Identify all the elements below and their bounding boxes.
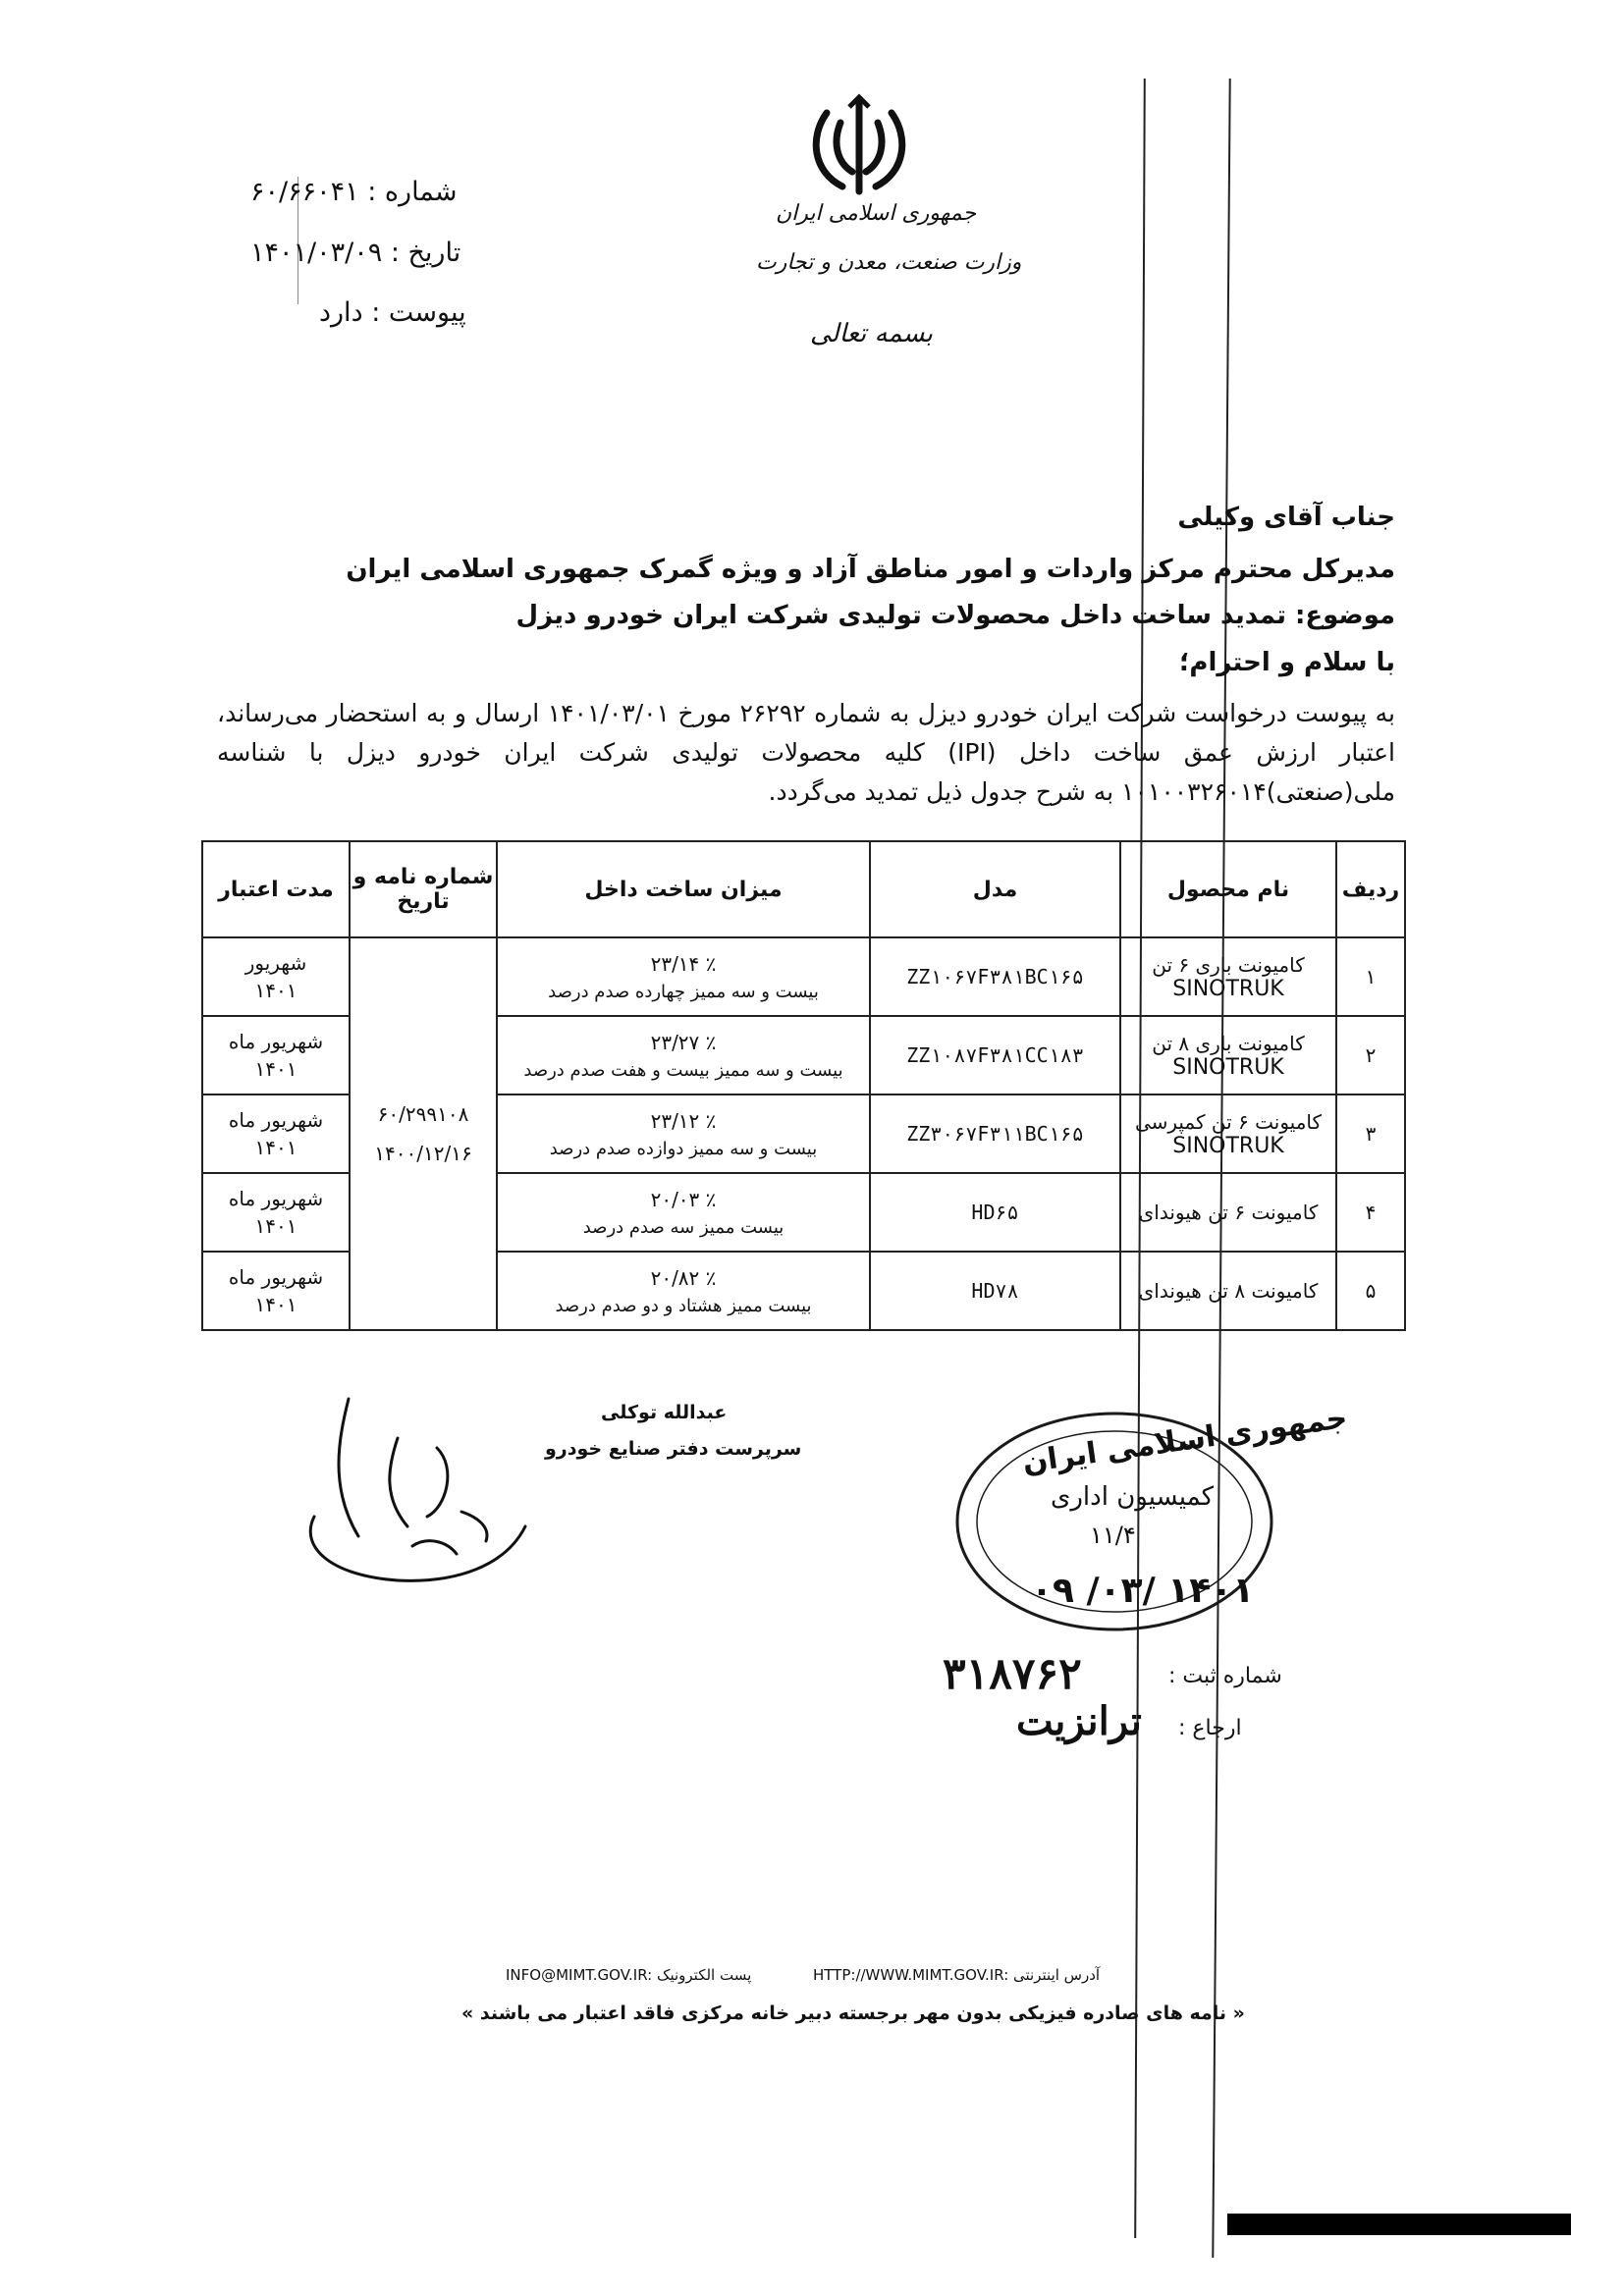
cell-ipi: ٪ ۲۰/۰۳ بیست ممیز سه صدم درصد <box>497 1173 870 1252</box>
table-row <box>202 937 1405 1016</box>
greeting: با سلام و احترام؛ <box>1178 648 1395 677</box>
letter-attachment: پیوست : دارد <box>319 297 466 328</box>
cell-product: کامیونت ۶ تن کمپرسی SINOTRUK <box>1120 1095 1336 1173</box>
col-header-validity: مدت اعتبار <box>202 841 350 937</box>
cell-product: کامیونت باری ۶ تن SINOTRUK <box>1120 937 1336 1016</box>
col-header-model: مدل <box>870 841 1120 937</box>
referral-label: ارجاع : <box>1178 1716 1242 1740</box>
products-table <box>201 840 1406 1331</box>
footer-website: HTTP://WWW.MIMT.GOV.IR: آدرس اینترنتی <box>813 1966 1101 1984</box>
cell-row: ۲ <box>1336 1016 1405 1095</box>
footer-email: INFO@MIMT.GOV.IR: پست الکترونیک <box>506 1966 752 1984</box>
cell-model: ZZ۳۰۶۷F۳۱۱BC۱۶۵ <box>870 1095 1120 1173</box>
table-header-row <box>202 841 1405 937</box>
cell-ipi: ٪ ۲۳/۱۲ بیست و سه ممیز دوازده صدم درصد <box>497 1095 870 1173</box>
signatory-name: عبدالله توکلی <box>601 1402 728 1423</box>
emblem-icon <box>805 93 913 201</box>
letterhead-country: جمهوری اسلامی ایران <box>776 201 977 226</box>
cell-row: ۵ <box>1336 1252 1405 1330</box>
addressee-title: مدیرکل محترم مرکز واردات و امور مناطق آزاد و ویژه گمرک جمهوری اسلامی ایران <box>346 555 1395 584</box>
cell-model: HD۷۸ <box>870 1252 1120 1330</box>
cell-ipi: ٪ ۲۰/۸۲ بیست ممیز هشتاد و دو صدم درصد <box>497 1252 870 1330</box>
stamp-code: ۱۱/۴ <box>1090 1522 1136 1549</box>
letter-date: تاریخ : ۱۴۰۱/۰۳/۰۹ <box>250 238 461 268</box>
body-paragraph: به پیوست درخواست شرکت ایران خودرو دیزل به شماره ۲۶۲۹۲ مورخ ۱۴۰۱/۰۳/۰۱ ارسال و به استحضار می‌رساند، اعتبار ارزش عمق ساخت داخل (IPI) کلیه محصولات تولیدی شرکت ایران خودرو دیزل با شناسه ملی(صنعتی)۱۰۱۰۰۳۲۶۰۱۴ به شرح جدول ذیل تمدید می‌گردد. <box>217 699 1396 806</box>
letterhead-basmala: بسمه تعالی <box>810 319 933 348</box>
footer-notice: « نامه های صادره فیزیکی بدون مهر برجسته دبیر خانه مرکزی فاقد اعتبار می باشند » <box>461 2002 1245 2024</box>
cell-ref: ۶۰/۲۹۹۱۰۸ ۱۴۰۰/۱۲/۱۶ <box>350 937 497 1330</box>
col-header-ref: شماره نامه و تاریخ <box>350 841 497 937</box>
letter-number: شماره : ۶۰/۶۶۰۴۱ <box>250 177 458 207</box>
cell-validity: شهریور ماه ۱۴۰۱ <box>202 1095 350 1173</box>
cell-model: ZZ۱۰۶۷F۳۸۱BC۱۶۵ <box>870 937 1120 1016</box>
cell-product: کامیونت ۸ تن هیوندای <box>1120 1252 1336 1330</box>
cell-product: کامیونت ۶ تن هیوندای <box>1120 1173 1336 1252</box>
handwritten-signature <box>290 1379 545 1590</box>
letterhead-ministry: وزارت صنعت، معدن و تجارت <box>756 250 1022 275</box>
stamp-ring-text: جمهوری اسلامی ایران <box>1020 1400 1350 1481</box>
col-header-product: نام محصول <box>1120 841 1336 937</box>
cell-model: ZZ۱۰۸۷F۳۸۱CC۱۸۳ <box>870 1016 1120 1095</box>
stamp-date: ۱۴۰۱ /۰۳/ ۰۹ <box>1031 1571 1255 1611</box>
stamp-commission: کمیسیون اداری <box>1051 1482 1215 1512</box>
cell-model: HD۶۵ <box>870 1173 1120 1252</box>
cell-validity: شهریور ماه ۱۴۰۱ <box>202 1173 350 1252</box>
col-header-row: ردیف <box>1336 841 1405 937</box>
cell-row: ۱ <box>1336 937 1405 1016</box>
cell-row: ۴ <box>1336 1173 1405 1252</box>
cell-validity: شهریور ماه ۱۴۰۱ <box>202 1252 350 1330</box>
referral-value: ترانزیت <box>1016 1698 1142 1744</box>
cell-ipi: ٪ ۲۳/۱۴ بیست و سه ممیز چهارده صدم درصد <box>497 937 870 1016</box>
cell-validity: شهریور ماه ۱۴۰۱ <box>202 1016 350 1095</box>
cell-product: کامیونت باری ۸ تن SINOTRUK <box>1120 1016 1336 1095</box>
addressee-name: جناب آقای وکیلی <box>1177 503 1395 532</box>
cell-ipi: ٪ ۲۳/۲۷ بیست و سه ممیز بیست و هفت صدم درصد <box>497 1016 870 1095</box>
registration-number-label: شماره ثبت : <box>1168 1664 1282 1688</box>
cell-validity: شهریور ۱۴۰۱ <box>202 937 350 1016</box>
letter-subject: موضوع: تمدید ساخت داخل محصولات تولیدی شرکت ایران خودرو دیزل <box>515 601 1395 630</box>
signatory-title: سرپرست دفتر صنایع خودرو <box>545 1438 802 1460</box>
cell-row: ۳ <box>1336 1095 1405 1173</box>
scan-edge <box>1227 2214 1571 2235</box>
registration-number-value: ۳۱۸۷۶۲ <box>943 1649 1082 1699</box>
col-header-ipi: میزان ساخت داخل <box>497 841 870 937</box>
